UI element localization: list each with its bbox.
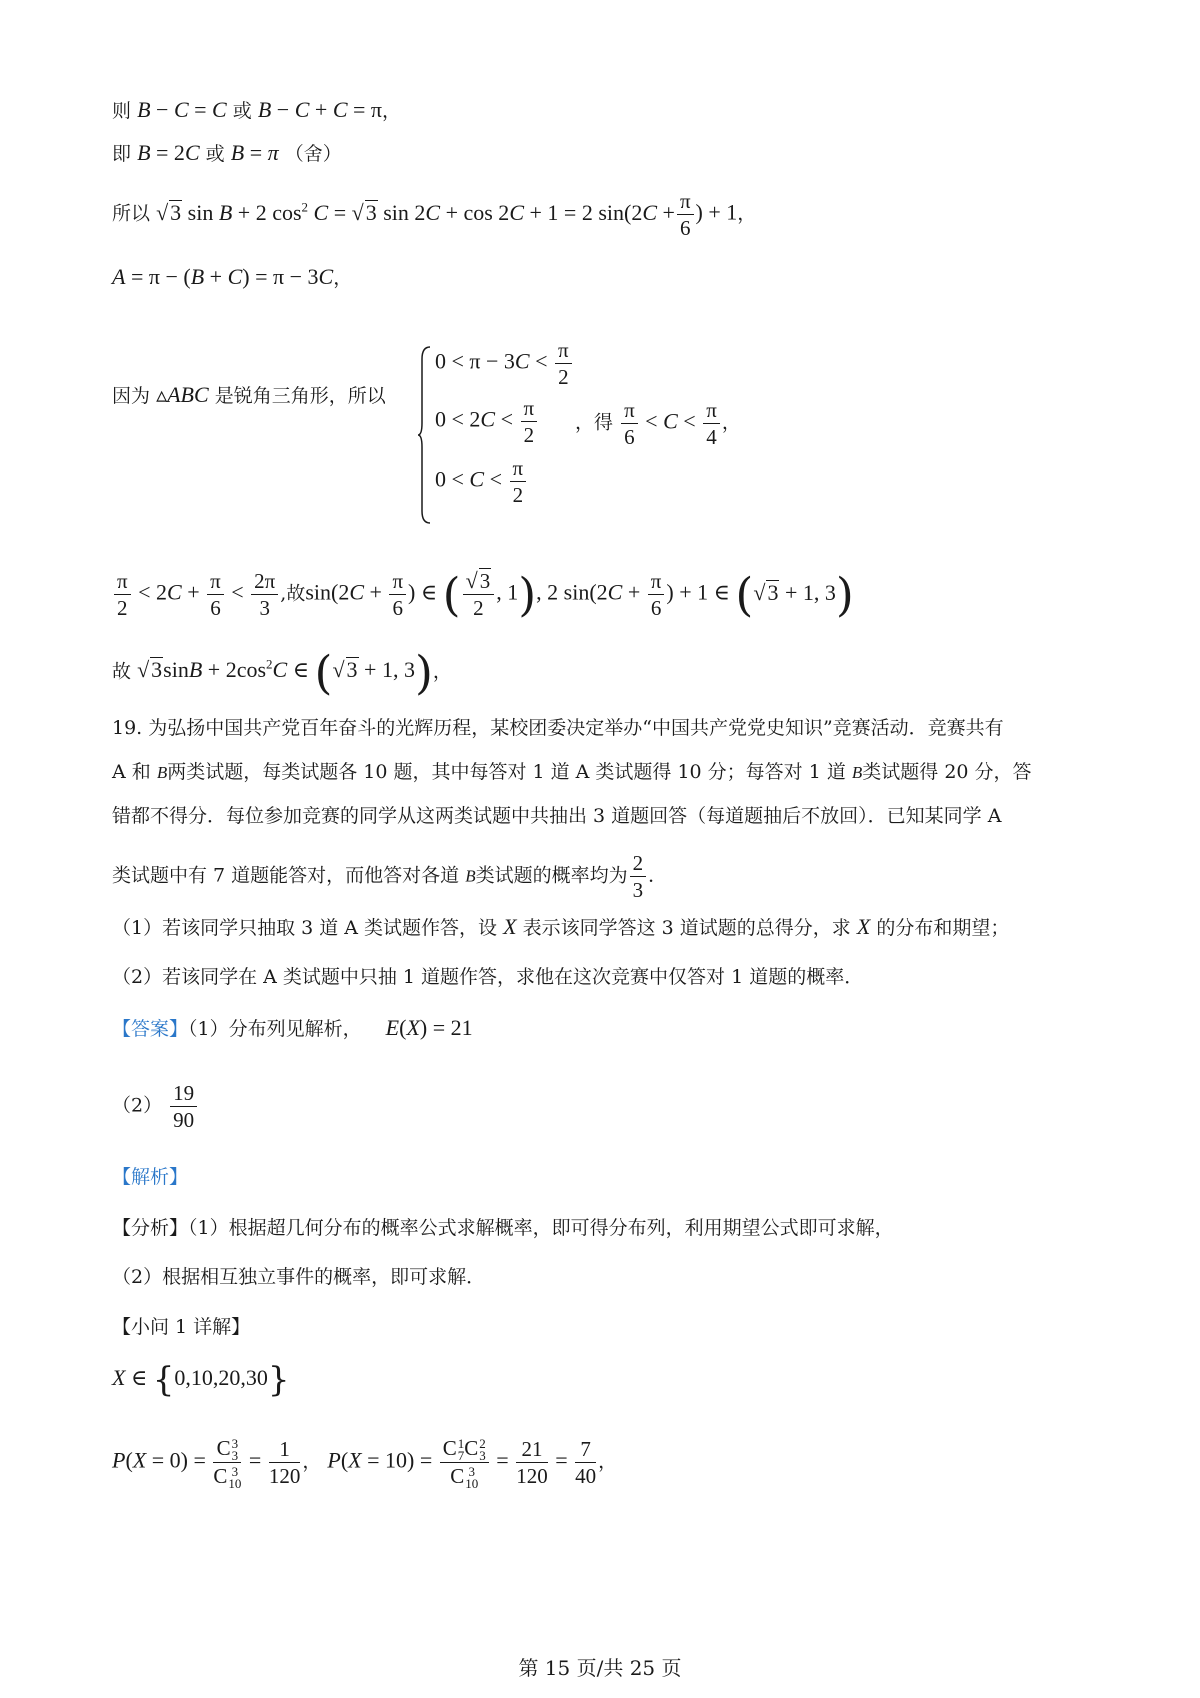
text-ji: 即 <box>112 143 132 165</box>
problem-19-line-1: 19. 为弘扬中国共产党百年奋斗的光辉历程，某校团委决定举办“中国共产党党史知识”竞赛活动．竞赛共有 <box>112 717 1004 739</box>
text-ze: 则 <box>112 100 132 122</box>
answer-line-2 <box>112 1080 1140 1133</box>
x-value-set: X ∈ {0,10,20,30} <box>112 1360 290 1400</box>
text-yinwei: 因为 <box>112 385 151 407</box>
analysis-label: 【解析】 <box>112 1166 189 1188</box>
problem-19-line-2: A 和 B两类试题，每类试题各 10 题，其中每答对 1 道 A 类试题得 10 分；每答对 1 道 B类试题得 20 分，答 <box>112 761 1032 783</box>
text-p4a: 类试题中有 7 道题能答对，而他答对各道 <box>112 864 460 887</box>
question-1: （1）若该同学只抽取 3 道 A 类试题作答，设 X 表示该同学答这 3 道试题的总得分，求 X 的分布和期望； <box>112 914 1010 939</box>
problem-19-line-3: 错都不得分．每位参加竞赛的同学从这两类试题中共抽出 3 道题回答（每道题抽后不放回）．已知某同学 A <box>112 805 1002 827</box>
problem-19-line-4: 类试题中有 7 道题能答对，而他答对各道 B类试题的概率均为 $\frac{2}{3}$ ． <box>112 851 668 902</box>
text-de: ，得 <box>575 411 614 434</box>
equation-b-minus-c: 则 B − C = C 或 B − C + C = π， <box>112 97 402 122</box>
equation-sqrt3-sinb: 所以 √3 sin B + 2 $\cos^2 C = √3$ sin 2C + cos 2C + 1 = 2 sin(2C + $\frac{\pi}{6}$ ) + 1， <box>112 189 757 240</box>
text-q1a: （1）若该同学只抽取 3 道 A 类试题作答，设 <box>112 917 498 939</box>
answer-denominator: 90 <box>173 1108 195 1132</box>
text-discard: （舍） <box>284 143 342 165</box>
equation-range-2c: $\frac{\pi}{2}$ < 2C + $\frac{\pi}{6}$ < $\frac{2\pi}{3}$ ,故sin(2C + $\frac{\pi}{6}$ ) ∈ ( $\frac{√3}{2}$ , 1), 2 sin(2C + $\frac{\pi}{6}$ ) + 1 ∈ (√3 + 1, 3) <box>112 568 1140 621</box>
text-p4b: 类试题的概率均为 <box>475 864 628 887</box>
inequality-3: 0 < C < $\frac{\pi}{2}$ <box>435 455 528 508</box>
probability-formulas: P(X = 0) = C3 3 C 3 10 = $\frac{1}{120}$ ， P(X = 10) = C1 7C2 3 C 3 10 = $\frac{21}{120}$ = $\frac{7}{40}$ ， <box>112 1436 618 1492</box>
text-p2a: A 和 <box>112 761 151 783</box>
analysis-line-2: （2）根据相互独立事件的概率，即可求解． <box>112 1266 486 1288</box>
question-2: （2）若该同学在 A 类试题中只抽 1 道题作答，求他在这次竞赛中仅答对 1 道题的概率． <box>112 966 864 988</box>
text-q1c: 的分布和期望； <box>876 917 1010 939</box>
analysis-line-1: 【分析】（1）根据超几何分布的概率公式求解概率，即可得分布列，利用期望公式即可求解， <box>112 1217 894 1239</box>
left-brace-icon <box>418 345 432 525</box>
equation-b-equals-2c: 即 B = 2C 或 B = π （舍） <box>112 140 342 165</box>
text-q1b: 表示该同学答这 3 道试题的总得分，求 <box>522 917 851 939</box>
text-or: 或 <box>232 100 252 122</box>
equation-final-range: 故 $√3\sin B + 2\cos^2C$ ∈ (√3 + 1, 3)， <box>112 645 452 700</box>
c-range: ，得 $\frac{\pi}{6}$ < C < $\frac{\pi}{4}$ ， <box>575 398 741 449</box>
inequality-2: 0 < 2C < $\frac{\pi}{2}$ <box>435 395 539 448</box>
text-p2b: 两类试题，每类试题各 10 题，其中每答对 1 道 A 类试题得 10 分；每答对 1 道 <box>167 761 846 783</box>
answer-line-1: 【答案】（1）分布列见解析， E(X) = 21 <box>112 1015 473 1040</box>
answer-part-1: （1）分布列见解析， <box>188 1018 362 1040</box>
acute-triangle-statement: 因为 ▵ABC 是锐角三角形，所以 <box>112 382 386 407</box>
text-p2c: 类试题得 20 分，答 <box>862 761 1032 783</box>
inequality-1: 0 < π − 3C < $\frac{\pi}{2}$ <box>435 337 574 390</box>
answer-numerator: 19 <box>170 1080 197 1107</box>
page-footer: 第 15 页/共 25 页 <box>518 1656 682 1680</box>
text-suoyi: 所以 <box>112 202 151 225</box>
text-gu-2: 故 <box>112 660 132 683</box>
text-acute: 是锐角三角形，所以 <box>214 385 386 407</box>
text-or-2: 或 <box>205 143 225 165</box>
equation-a-value: A = π − (B + C) = π − 3C， <box>112 264 353 289</box>
answer-part-2: （2） <box>112 1094 163 1117</box>
answer-label: 【答案】 <box>112 1018 189 1040</box>
text-gu: ,故 <box>280 582 306 605</box>
detail-heading: 【小问 1 详解】 <box>112 1316 251 1338</box>
